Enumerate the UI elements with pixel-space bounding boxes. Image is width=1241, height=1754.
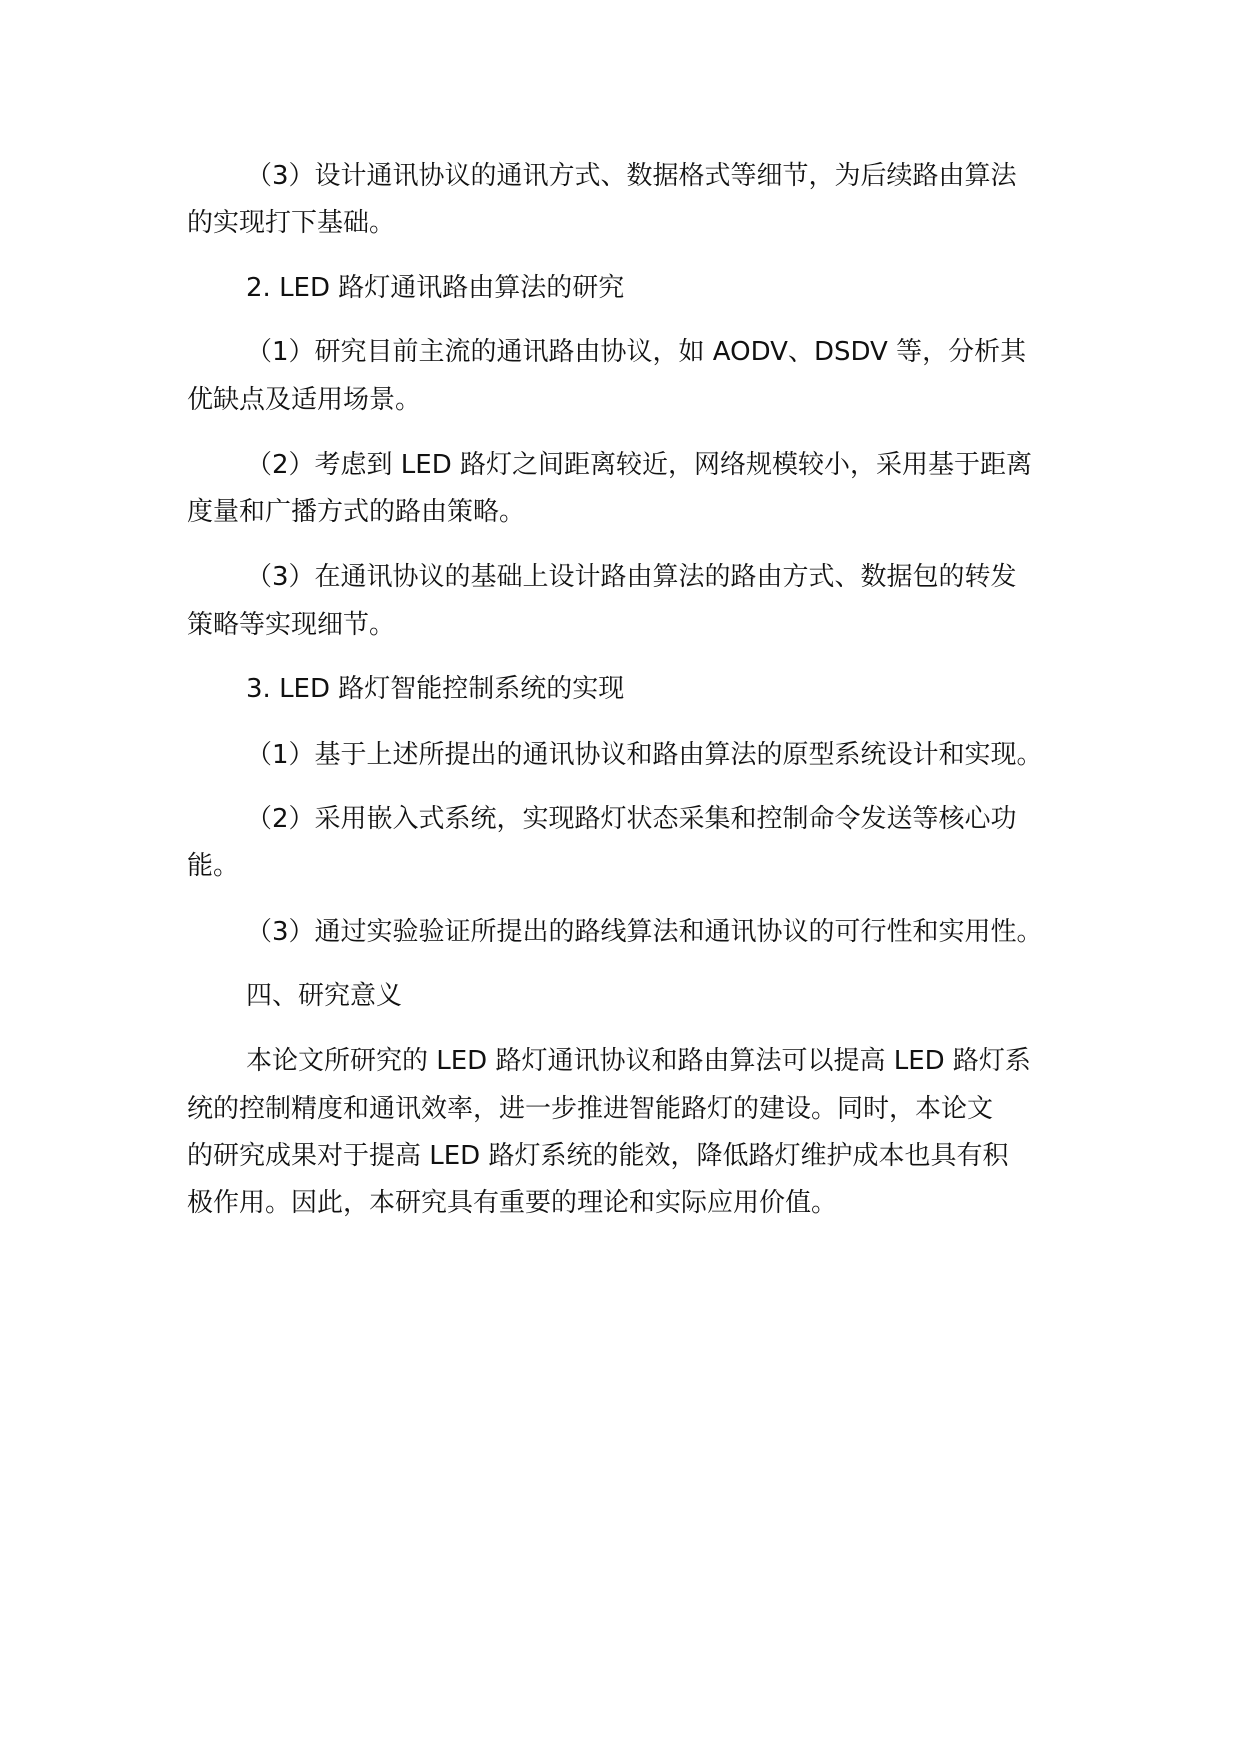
section-3-heading: 3. LED 路灯智能控制系统的实现 bbox=[246, 674, 625, 704]
significance-line-2: 统的控制精度和通讯效率，进一步推进智能路灯的建设。同时，本论文 bbox=[187, 1094, 994, 1124]
item-3-1-line-1: （1）基于上述所提出的通讯协议和路由算法的原型系统设计和实现。 bbox=[246, 740, 1043, 770]
item-3-2-line-1: （2）采用嵌入式系统，实现路灯状态采集和控制命令发送等核心功 bbox=[246, 804, 1017, 834]
significance-line-3: 的研究成果对于提高 LED 路灯系统的能效，降低路灯维护成本也具有积 bbox=[187, 1141, 1009, 1171]
significance-line-4: 极作用。因此，本研究具有重要的理论和实际应用价值。 bbox=[187, 1188, 838, 1218]
item-2-2-line-1: （2）考虑到 LED 路灯之间距离较近，网络规模较小，采用基于距离 bbox=[246, 450, 1033, 480]
significance-line-1: 本论文所研究的 LED 路灯通讯协议和路由算法可以提高 LED 路灯系 bbox=[246, 1046, 1031, 1076]
item-1-3-line-1: （3）设计通讯协议的通讯方式、数据格式等细节，为后续路由算法 bbox=[246, 161, 1017, 191]
item-2-2-line-2: 度量和广播方式的路由策略。 bbox=[187, 497, 526, 527]
item-2-1-line-1: （1）研究目前主流的通讯路由协议，如 AODV、DSDV 等，分析其 bbox=[246, 337, 1027, 367]
item-2-3-line-1: （3）在通讯协议的基础上设计路由算法的路由方式、数据包的转发 bbox=[246, 562, 1017, 592]
item-2-1-line-2: 优缺点及适用场景。 bbox=[187, 385, 422, 415]
section-4-heading: 四、研究意义 bbox=[246, 981, 403, 1011]
item-3-3-line-1: （3）通过实验验证所提出的路线算法和通讯协议的可行性和实用性。 bbox=[246, 917, 1043, 947]
item-1-3-line-2: 的实现打下基础。 bbox=[187, 208, 396, 238]
section-2-heading: 2. LED 路灯通讯路由算法的研究 bbox=[246, 273, 625, 303]
item-2-3-line-2: 策略等实现细节。 bbox=[187, 610, 396, 640]
item-3-2-line-2: 能。 bbox=[187, 851, 240, 881]
